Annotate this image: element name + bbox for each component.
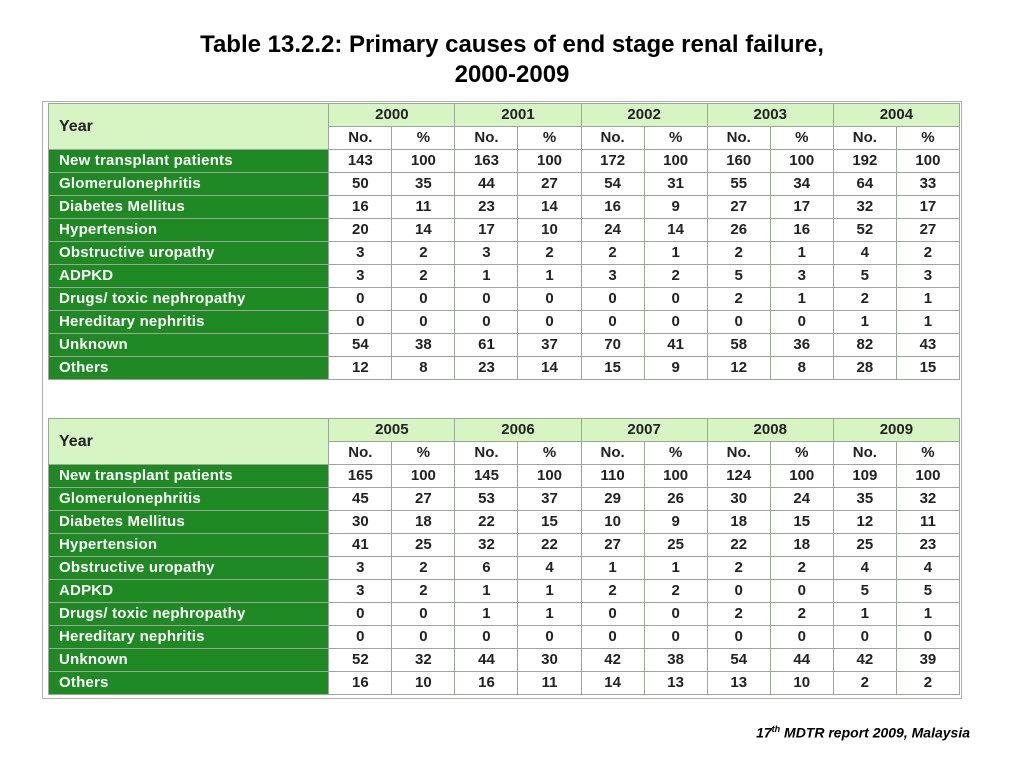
table-row: [49, 150, 960, 173]
count-cell: 1: [455, 265, 518, 288]
table-row: [49, 511, 960, 534]
count-cell: 0: [581, 603, 644, 626]
percent-cell: 0: [644, 288, 707, 311]
count-cell: 4: [833, 557, 896, 580]
count-cell: 23: [455, 196, 518, 219]
row-label: Glomerulonephritis: [49, 488, 329, 511]
percent-subheader: %: [518, 127, 581, 150]
percent-cell: 1: [518, 265, 581, 288]
table-row: [49, 534, 960, 557]
percent-cell: 33: [896, 173, 959, 196]
count-cell: 25: [833, 534, 896, 557]
count-subheader: No.: [707, 127, 770, 150]
year-column-header: 2000: [329, 104, 455, 127]
percent-cell: 0: [392, 626, 455, 649]
percent-cell: 17: [770, 196, 833, 219]
table-row: [49, 603, 960, 626]
count-cell: 5: [833, 265, 896, 288]
row-label: Obstructive uropathy: [49, 242, 329, 265]
page-title: [0, 30, 1024, 90]
percent-cell: 1: [770, 288, 833, 311]
percent-cell: 0: [644, 626, 707, 649]
count-cell: 5: [833, 580, 896, 603]
percent-cell: 44: [770, 649, 833, 672]
percent-cell: 1: [518, 580, 581, 603]
percent-cell: 22: [518, 534, 581, 557]
count-cell: 2: [581, 580, 644, 603]
count-cell: 0: [581, 626, 644, 649]
count-cell: 0: [455, 288, 518, 311]
count-cell: 0: [581, 288, 644, 311]
count-cell: 54: [707, 649, 770, 672]
percent-cell: 100: [644, 465, 707, 488]
count-cell: 17: [455, 219, 518, 242]
percent-cell: 10: [518, 219, 581, 242]
count-cell: 16: [455, 672, 518, 695]
table-row: [49, 626, 960, 649]
percent-cell: 2: [392, 557, 455, 580]
table-row: [49, 219, 960, 242]
count-cell: 172: [581, 150, 644, 173]
year-column-header: 2006: [455, 419, 581, 442]
count-cell: 70: [581, 334, 644, 357]
count-cell: 15: [581, 357, 644, 380]
percent-cell: 0: [770, 626, 833, 649]
row-label: New transplant patients: [49, 465, 329, 488]
percent-cell: 9: [644, 357, 707, 380]
count-cell: 1: [581, 557, 644, 580]
table-row: [49, 672, 960, 695]
count-cell: 61: [455, 334, 518, 357]
causes-table-2005-2009: [48, 418, 960, 695]
percent-cell: 1: [518, 603, 581, 626]
year-header: Year: [49, 104, 329, 150]
count-cell: 52: [833, 219, 896, 242]
count-cell: 3: [329, 580, 392, 603]
count-cell: 1: [455, 580, 518, 603]
percent-cell: 0: [644, 311, 707, 334]
percent-cell: 23: [896, 534, 959, 557]
row-label: Others: [49, 357, 329, 380]
percent-cell: 3: [770, 265, 833, 288]
row-label: Glomerulonephritis: [49, 173, 329, 196]
percent-cell: 9: [644, 511, 707, 534]
count-cell: 35: [833, 488, 896, 511]
year-column-header: 2009: [833, 419, 959, 442]
table-row: [49, 288, 960, 311]
count-cell: 58: [707, 334, 770, 357]
count-cell: 165: [329, 465, 392, 488]
count-cell: 0: [329, 603, 392, 626]
count-cell: 16: [329, 196, 392, 219]
row-label: Others: [49, 672, 329, 695]
percent-cell: 0: [518, 626, 581, 649]
percent-cell: 0: [896, 626, 959, 649]
count-cell: 3: [581, 265, 644, 288]
count-cell: 32: [833, 196, 896, 219]
count-cell: 5: [707, 265, 770, 288]
percent-cell: 2: [392, 265, 455, 288]
source-prefix: 17: [756, 724, 772, 741]
percent-cell: 15: [770, 511, 833, 534]
count-cell: 0: [329, 626, 392, 649]
percent-cell: 2: [770, 557, 833, 580]
count-cell: 32: [455, 534, 518, 557]
percent-cell: 2: [644, 580, 707, 603]
count-cell: 0: [833, 626, 896, 649]
source-rest: MDTR report 2009, Malaysia: [780, 724, 970, 741]
row-label: Obstructive uropathy: [49, 557, 329, 580]
percent-cell: 4: [518, 557, 581, 580]
count-subheader: No.: [329, 127, 392, 150]
count-subheader: No.: [833, 127, 896, 150]
percent-cell: 32: [392, 649, 455, 672]
title-line-1: Table 13.2.2: Primary causes of end stage renal failure,: [200, 31, 824, 58]
count-subheader: No.: [581, 127, 644, 150]
row-label: New transplant patients: [49, 150, 329, 173]
percent-cell: 35: [392, 173, 455, 196]
row-label: Unknown: [49, 649, 329, 672]
count-cell: 3: [455, 242, 518, 265]
percent-cell: 25: [392, 534, 455, 557]
percent-cell: 5: [896, 580, 959, 603]
count-cell: 64: [833, 173, 896, 196]
percent-cell: 2: [392, 580, 455, 603]
percent-cell: 100: [770, 465, 833, 488]
count-cell: 163: [455, 150, 518, 173]
year-column-header: 2003: [707, 104, 833, 127]
count-cell: 44: [455, 173, 518, 196]
count-cell: 110: [581, 465, 644, 488]
percent-cell: 26: [644, 488, 707, 511]
count-cell: 145: [455, 465, 518, 488]
count-subheader: No.: [707, 442, 770, 465]
count-cell: 42: [833, 649, 896, 672]
percent-cell: 4: [896, 557, 959, 580]
source-superscript: th: [771, 724, 781, 734]
count-cell: 20: [329, 219, 392, 242]
table-row: [49, 173, 960, 196]
percent-cell: 0: [518, 288, 581, 311]
count-cell: 45: [329, 488, 392, 511]
year-column-header: 2008: [707, 419, 833, 442]
percent-subheader: %: [392, 442, 455, 465]
count-cell: 41: [329, 534, 392, 557]
year-column-header: 2005: [329, 419, 455, 442]
count-cell: 82: [833, 334, 896, 357]
count-cell: 1: [833, 311, 896, 334]
percent-cell: 15: [896, 357, 959, 380]
row-label: Hypertension: [49, 534, 329, 557]
count-cell: 2: [707, 288, 770, 311]
count-cell: 22: [707, 534, 770, 557]
count-cell: 12: [833, 511, 896, 534]
percent-cell: 2: [896, 672, 959, 695]
count-cell: 30: [329, 511, 392, 534]
row-label: Diabetes Mellitus: [49, 511, 329, 534]
count-cell: 16: [329, 672, 392, 695]
count-cell: 27: [581, 534, 644, 557]
count-cell: 0: [581, 311, 644, 334]
count-cell: 2: [707, 242, 770, 265]
count-cell: 3: [329, 242, 392, 265]
count-cell: 6: [455, 557, 518, 580]
percent-cell: 37: [518, 334, 581, 357]
percent-cell: 13: [644, 672, 707, 695]
percent-cell: 100: [896, 465, 959, 488]
count-cell: 4: [833, 242, 896, 265]
percent-cell: 0: [518, 311, 581, 334]
count-cell: 2: [707, 603, 770, 626]
percent-cell: 2: [518, 242, 581, 265]
percent-cell: 2: [644, 265, 707, 288]
count-cell: 10: [581, 511, 644, 534]
percent-subheader: %: [644, 127, 707, 150]
count-cell: 55: [707, 173, 770, 196]
table-row: [49, 196, 960, 219]
percent-cell: 2: [896, 242, 959, 265]
count-cell: 0: [707, 626, 770, 649]
count-cell: 13: [707, 672, 770, 695]
percent-cell: 37: [518, 488, 581, 511]
percent-cell: 14: [392, 219, 455, 242]
percent-cell: 11: [392, 196, 455, 219]
count-cell: 24: [581, 219, 644, 242]
row-label: Hereditary nephritis: [49, 626, 329, 649]
percent-cell: 31: [644, 173, 707, 196]
row-label: Hereditary nephritis: [49, 311, 329, 334]
table-row: [49, 488, 960, 511]
percent-cell: 1: [896, 603, 959, 626]
table-row: [49, 580, 960, 603]
percent-cell: 2: [392, 242, 455, 265]
percent-cell: 27: [392, 488, 455, 511]
count-cell: 3: [329, 557, 392, 580]
count-cell: 3: [329, 265, 392, 288]
count-cell: 0: [329, 288, 392, 311]
percent-cell: 43: [896, 334, 959, 357]
percent-subheader: %: [518, 442, 581, 465]
percent-subheader: %: [896, 442, 959, 465]
percent-cell: 0: [770, 311, 833, 334]
count-subheader: No.: [455, 442, 518, 465]
percent-cell: 0: [644, 603, 707, 626]
count-cell: 18: [707, 511, 770, 534]
table-row: [49, 357, 960, 380]
table-row: [49, 557, 960, 580]
count-cell: 192: [833, 150, 896, 173]
count-cell: 12: [329, 357, 392, 380]
count-cell: 12: [707, 357, 770, 380]
percent-cell: 8: [392, 357, 455, 380]
row-label: ADPKD: [49, 265, 329, 288]
table-row: [49, 242, 960, 265]
percent-cell: 0: [770, 580, 833, 603]
count-cell: 23: [455, 357, 518, 380]
percent-cell: 11: [518, 672, 581, 695]
year-column-header: 2001: [455, 104, 581, 127]
percent-cell: 1: [644, 242, 707, 265]
percent-cell: 2: [770, 603, 833, 626]
count-cell: 1: [833, 603, 896, 626]
percent-cell: 100: [392, 150, 455, 173]
percent-cell: 36: [770, 334, 833, 357]
percent-cell: 41: [644, 334, 707, 357]
count-cell: 29: [581, 488, 644, 511]
count-cell: 42: [581, 649, 644, 672]
row-label: Drugs/ toxic nephropathy: [49, 288, 329, 311]
count-cell: 52: [329, 649, 392, 672]
count-cell: 14: [581, 672, 644, 695]
percent-cell: 14: [644, 219, 707, 242]
count-cell: 53: [455, 488, 518, 511]
percent-cell: 100: [896, 150, 959, 173]
row-label: Diabetes Mellitus: [49, 196, 329, 219]
count-cell: 124: [707, 465, 770, 488]
table-row: [49, 334, 960, 357]
count-cell: 16: [581, 196, 644, 219]
row-label: Unknown: [49, 334, 329, 357]
percent-cell: 9: [644, 196, 707, 219]
percent-cell: 10: [392, 672, 455, 695]
count-cell: 44: [455, 649, 518, 672]
percent-cell: 16: [770, 219, 833, 242]
percent-cell: 27: [518, 173, 581, 196]
table-row: [49, 465, 960, 488]
count-cell: 2: [581, 242, 644, 265]
percent-cell: 100: [644, 150, 707, 173]
percent-cell: 39: [896, 649, 959, 672]
count-subheader: No.: [581, 442, 644, 465]
percent-subheader: %: [392, 127, 455, 150]
count-cell: 2: [833, 288, 896, 311]
year-column-header: 2002: [581, 104, 707, 127]
percent-cell: 100: [518, 150, 581, 173]
count-cell: 22: [455, 511, 518, 534]
count-cell: 2: [833, 672, 896, 695]
percent-cell: 15: [518, 511, 581, 534]
count-cell: 1: [455, 603, 518, 626]
year-column-header: 2007: [581, 419, 707, 442]
percent-cell: 0: [392, 288, 455, 311]
count-subheader: No.: [833, 442, 896, 465]
count-cell: 143: [329, 150, 392, 173]
title-line-2: 2000-2009: [454, 61, 570, 88]
percent-subheader: %: [896, 127, 959, 150]
percent-cell: 14: [518, 357, 581, 380]
percent-cell: 1: [644, 557, 707, 580]
count-cell: 0: [455, 311, 518, 334]
percent-cell: 30: [518, 649, 581, 672]
percent-subheader: %: [770, 442, 833, 465]
count-cell: 26: [707, 219, 770, 242]
percent-cell: 11: [896, 511, 959, 534]
row-label: ADPKD: [49, 580, 329, 603]
year-column-header: 2004: [833, 104, 959, 127]
count-cell: 0: [707, 311, 770, 334]
count-cell: 160: [707, 150, 770, 173]
percent-cell: 14: [518, 196, 581, 219]
year-header: Year: [49, 419, 329, 465]
percent-cell: 100: [770, 150, 833, 173]
percent-cell: 1: [896, 288, 959, 311]
count-cell: 109: [833, 465, 896, 488]
table-row: [49, 311, 960, 334]
percent-cell: 10: [770, 672, 833, 695]
count-cell: 0: [455, 626, 518, 649]
count-cell: 54: [329, 334, 392, 357]
percent-cell: 27: [896, 219, 959, 242]
count-subheader: No.: [329, 442, 392, 465]
percent-cell: 38: [392, 334, 455, 357]
percent-cell: 18: [770, 534, 833, 557]
source-citation: [756, 724, 970, 741]
percent-cell: 18: [392, 511, 455, 534]
count-cell: 54: [581, 173, 644, 196]
percent-subheader: %: [644, 442, 707, 465]
percent-subheader: %: [770, 127, 833, 150]
percent-cell: 0: [392, 311, 455, 334]
table-row: [49, 265, 960, 288]
causes-table-2000-2004: [48, 103, 960, 380]
count-cell: 2: [707, 557, 770, 580]
count-subheader: No.: [455, 127, 518, 150]
percent-cell: 100: [392, 465, 455, 488]
percent-cell: 0: [392, 603, 455, 626]
percent-cell: 24: [770, 488, 833, 511]
count-cell: 50: [329, 173, 392, 196]
count-cell: 30: [707, 488, 770, 511]
percent-cell: 3: [896, 265, 959, 288]
percent-cell: 100: [518, 465, 581, 488]
percent-cell: 8: [770, 357, 833, 380]
row-label: Drugs/ toxic nephropathy: [49, 603, 329, 626]
table-row: [49, 649, 960, 672]
percent-cell: 1: [770, 242, 833, 265]
percent-cell: 1: [896, 311, 959, 334]
count-cell: 27: [707, 196, 770, 219]
percent-cell: 25: [644, 534, 707, 557]
row-label: Hypertension: [49, 219, 329, 242]
count-cell: 28: [833, 357, 896, 380]
count-cell: 0: [707, 580, 770, 603]
percent-cell: 38: [644, 649, 707, 672]
percent-cell: 32: [896, 488, 959, 511]
percent-cell: 34: [770, 173, 833, 196]
count-cell: 0: [329, 311, 392, 334]
percent-cell: 17: [896, 196, 959, 219]
